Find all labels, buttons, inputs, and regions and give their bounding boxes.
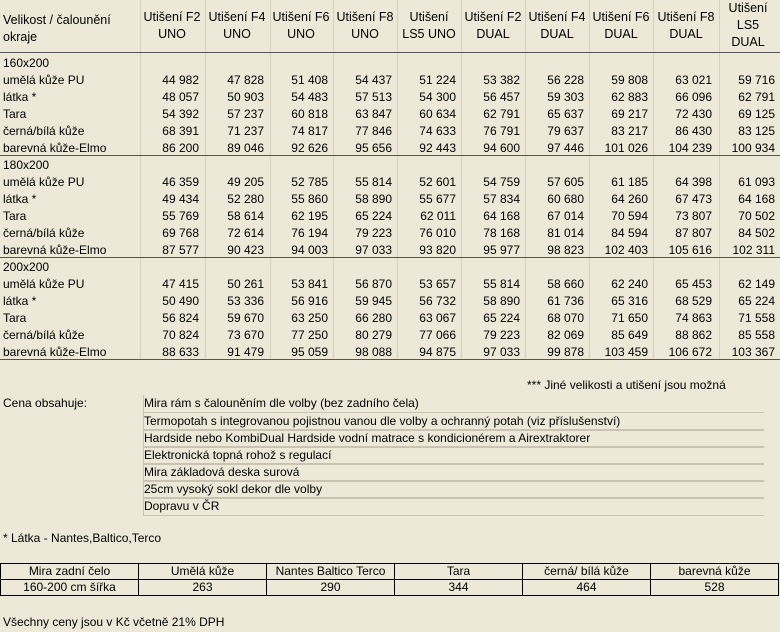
price-cell: 57 237 (227, 107, 264, 121)
price-cell: 80 279 (355, 328, 392, 342)
price-cell: 61 185 (611, 175, 648, 189)
price-cell: 59 303 (547, 90, 584, 104)
price-cell: 55 677 (419, 192, 456, 206)
price-row (0, 106, 780, 123)
price-cell: 57 513 (355, 90, 392, 104)
price-row (0, 140, 780, 157)
column-header (460, 9, 526, 43)
price-cell: 58 614 (227, 209, 264, 223)
price-cell: 81 014 (547, 226, 584, 240)
price-cell: 69 217 (611, 107, 648, 121)
price-cell: 103 459 (604, 345, 648, 359)
price-cell: 60 818 (291, 107, 328, 121)
price-row (0, 191, 780, 208)
included-item-text: Dopravu v ČR (144, 499, 220, 513)
price-cell: 65 316 (611, 294, 648, 308)
price-cell: 70 594 (611, 209, 648, 223)
price-cell: 79 637 (547, 124, 584, 138)
price-row (0, 327, 780, 344)
price-cell: 84 502 (738, 226, 775, 240)
price-cell: 53 336 (227, 294, 264, 308)
price-cell: 101 026 (604, 141, 648, 155)
mira-price: 464 (523, 580, 651, 596)
price-cell: 83 217 (611, 124, 648, 138)
price-cell: 97 446 (547, 141, 584, 155)
price-cell: 51 224 (419, 73, 456, 87)
price-cell: 102 311 (732, 243, 775, 257)
upholstery-label: umělá kůže PU (3, 277, 85, 291)
price-cell: 65 453 (675, 277, 712, 291)
price-row (0, 242, 780, 259)
price-cell: 52 785 (291, 175, 328, 189)
price-cell: 74 817 (291, 124, 328, 138)
price-cell: 62 195 (291, 209, 328, 223)
price-cell: 60 680 (547, 192, 584, 206)
column-header-line: UNO (223, 27, 251, 41)
price-cell: 77 250 (291, 328, 328, 342)
column-header (588, 9, 654, 43)
price-cell: 86 430 (675, 124, 712, 138)
price-cell: 47 828 (227, 73, 264, 87)
price-cell: 57 605 (547, 175, 584, 189)
price-cell: 64 168 (738, 192, 775, 206)
column-header-line: Utišení F2 (464, 10, 522, 24)
price-cell: 104 239 (668, 141, 712, 155)
mira-col-header: černá/ bílá kůže (523, 564, 651, 580)
column-header (524, 9, 590, 43)
column-header-line: DUAL (669, 27, 703, 41)
mira-col-header: Nantes Baltico Terco (267, 564, 395, 580)
price-cell: 86 200 (162, 141, 199, 155)
price-cell: 65 224 (738, 294, 775, 308)
upholstery-label: umělá kůže PU (3, 73, 85, 87)
price-cell: 52 601 (419, 175, 456, 189)
upholstery-label: Tara (3, 107, 27, 121)
price-cell: 82 069 (547, 328, 584, 342)
included-item-text: Mira základová deska surová (144, 465, 300, 479)
price-cell: 87 807 (675, 226, 712, 240)
price-cell: 56 457 (483, 90, 520, 104)
column-header-line: Utišení F4 (208, 10, 266, 24)
column-header-line: Utišení (409, 10, 449, 24)
price-cell: 94 003 (291, 243, 328, 257)
price-row (0, 174, 780, 191)
price-cell: 61 736 (547, 294, 584, 308)
price-cell: 97 033 (483, 345, 520, 359)
upholstery-label: látka * (3, 192, 37, 206)
price-cell: 62 883 (611, 90, 648, 104)
upholstery-label: černá/bílá kůže (3, 124, 85, 138)
price-row (0, 123, 780, 140)
price-cell: 68 529 (675, 294, 712, 308)
price-cell: 62 149 (738, 277, 775, 291)
included-item (143, 497, 764, 516)
price-cell: 51 408 (291, 73, 328, 87)
fabric-footnote: * Látka - Nantes,Baltico,Terco (3, 531, 162, 545)
price-cell: 62 240 (611, 277, 648, 291)
price-cell: 91 479 (227, 345, 264, 359)
price-row (0, 310, 780, 327)
price-cell: 54 392 (162, 107, 199, 121)
price-cell: 53 657 (419, 277, 456, 291)
price-cell: 89 046 (227, 141, 264, 155)
column-header (204, 9, 270, 43)
mira-header-row (1, 564, 779, 580)
price-cell: 64 260 (611, 192, 648, 206)
price-cell: 61 093 (738, 175, 775, 189)
mira-col-header: barevná kůže (651, 564, 779, 580)
price-cell: 58 890 (355, 192, 392, 206)
column-header-line: DUAL (604, 27, 638, 41)
price-cell: 99 878 (547, 345, 584, 359)
price-cell: 54 300 (419, 90, 456, 104)
price-cell: 62 791 (483, 107, 520, 121)
price-cell: 65 637 (547, 107, 584, 121)
price-cell: 59 945 (355, 294, 392, 308)
price-cell: 94 600 (483, 141, 520, 155)
price-cell: 106 672 (668, 345, 712, 359)
price-cell: 69 125 (738, 107, 775, 121)
price-row (0, 208, 780, 225)
price-cell: 95 977 (483, 243, 520, 257)
price-cell: 66 096 (675, 90, 712, 104)
included-item (143, 395, 764, 413)
header-size-label (3, 12, 111, 46)
price-row (0, 293, 780, 310)
price-cell: 83 125 (738, 124, 775, 138)
price-cell: 85 558 (738, 328, 775, 342)
price-cell: 65 224 (483, 311, 520, 325)
price-cell: 67 014 (547, 209, 584, 223)
price-cell: 74 863 (675, 311, 712, 325)
price-row (0, 72, 780, 89)
upholstery-label: barevná kůže-Elmo (3, 141, 107, 155)
upholstery-label: barevná kůže-Elmo (3, 345, 107, 359)
mira-col-header: Umělá kůže (139, 564, 267, 580)
price-cell: 57 834 (483, 192, 520, 206)
price-cell: 53 382 (483, 73, 520, 87)
size-group-heading (0, 259, 780, 276)
price-cell: 98 088 (355, 345, 392, 359)
column-header-line: UNO (158, 27, 186, 41)
price-cell: 105 616 (668, 243, 712, 257)
price-cell: 59 716 (738, 73, 775, 87)
price-cell: 64 398 (675, 175, 712, 189)
price-cell: 84 594 (611, 226, 648, 240)
upholstery-label: Tara (3, 209, 27, 223)
price-cell: 73 807 (675, 209, 712, 223)
size-group-heading (0, 55, 780, 72)
mira-price: 290 (267, 580, 395, 596)
price-cell: 62 011 (420, 209, 456, 223)
price-cell: 98 823 (547, 243, 584, 257)
column-header (715, 0, 780, 51)
price-cell: 88 633 (162, 345, 199, 359)
price-cell: 73 670 (227, 328, 264, 342)
upholstery-label: látka * (3, 294, 37, 308)
price-cell: 100 934 (731, 141, 775, 155)
price-cell: 54 483 (291, 90, 328, 104)
price-cell: 55 769 (162, 209, 199, 223)
size-label: 180x200 (3, 158, 50, 172)
price-cell: 63 021 (675, 73, 712, 87)
price-cell: 55 814 (483, 277, 520, 291)
price-cell: 65 224 (355, 209, 392, 223)
included-item-text: Termopotah s integrovanou pojistnou vanou dle volby a ochranný potah (viz příslušenství) (144, 414, 621, 428)
price-cell: 68 070 (547, 311, 584, 325)
size-group-heading (0, 157, 780, 174)
column-header-line: Utišení F2 (143, 10, 201, 24)
price-cell: 68 391 (162, 124, 199, 138)
header-size-label-line: Velikost / čalounění (3, 13, 111, 27)
mira-col-header: Tara (395, 564, 523, 580)
column-header-line: DUAL (476, 27, 510, 41)
price-cell: 102 403 (604, 243, 648, 257)
column-header (139, 9, 205, 43)
size-label: 160x200 (3, 56, 50, 70)
column-header (332, 9, 398, 43)
price-cell: 69 768 (162, 226, 199, 240)
column-header-line: Utišení F6 (592, 10, 650, 24)
price-cell: 76 194 (291, 226, 328, 240)
column-header-line: Utišení F8 (657, 10, 715, 24)
price-cell: 59 670 (227, 311, 264, 325)
price-cell: 56 732 (419, 294, 456, 308)
price-cell: 49 434 (162, 192, 199, 206)
price-cell: 87 577 (162, 243, 199, 257)
price-cell: 79 223 (483, 328, 520, 342)
price-cell: 63 250 (291, 311, 328, 325)
price-cell: 79 223 (355, 226, 392, 240)
price-cell: 70 502 (738, 209, 775, 223)
price-cell: 88 862 (675, 328, 712, 342)
price-cell: 62 791 (738, 90, 775, 104)
price-row (0, 276, 780, 293)
price-cell: 78 168 (483, 226, 520, 240)
price-cell: 71 558 (738, 311, 775, 325)
price-cell: 92 443 (419, 141, 456, 155)
vat-note: Všechny ceny jsou v Kč včetně 21% DPH (3, 615, 225, 629)
column-header-line: Utišení F6 (272, 10, 330, 24)
mira-headboard-table (0, 563, 779, 596)
price-cell: 95 656 (355, 141, 392, 155)
price-cell: 76 791 (483, 124, 520, 138)
price-cell: 74 633 (419, 124, 456, 138)
price-row (0, 89, 780, 106)
mira-value-row (1, 580, 779, 596)
column-header (653, 9, 719, 43)
upholstery-label: umělá kůže PU (3, 175, 85, 189)
price-cell: 77 846 (355, 124, 392, 138)
price-cell: 85 649 (611, 328, 648, 342)
price-cell: 63 847 (355, 107, 392, 121)
price-cell: 66 280 (355, 311, 392, 325)
price-cell: 44 982 (162, 73, 199, 87)
section-divider (0, 52, 780, 53)
column-header (396, 9, 462, 43)
upholstery-label: Tara (3, 311, 27, 325)
price-cell: 55 860 (291, 192, 328, 206)
included-item-text: Hardside nebo KombiDual Hardside vodní matrace s kondicionérem a Airextraktorer (144, 431, 591, 445)
price-cell: 64 168 (483, 209, 520, 223)
price-cell: 50 490 (162, 294, 199, 308)
column-header-line: LS5 UNO (402, 27, 456, 41)
price-cell: 93 820 (419, 243, 456, 257)
price-cell: 72 614 (227, 226, 264, 240)
upholstery-label: barevná kůže-Elmo (3, 243, 107, 257)
price-cell: 60 634 (419, 107, 456, 121)
price-cell: 58 660 (547, 277, 584, 291)
price-cell: 72 430 (675, 107, 712, 121)
column-header-line: DUAL (731, 35, 765, 49)
included-item-text: 25cm vysoký sokl dekor dle volby (144, 482, 323, 496)
price-cell: 90 423 (227, 243, 264, 257)
price-cell: 59 808 (611, 73, 648, 87)
price-cell: 97 033 (355, 243, 392, 257)
price-row (0, 225, 780, 242)
price-cell: 46 359 (162, 175, 199, 189)
upholstery-label: látka * (3, 90, 37, 104)
column-header-line: UNO (287, 27, 315, 41)
mira-price: 263 (139, 580, 267, 596)
column-header-line: UNO (351, 27, 379, 41)
price-cell: 48 057 (162, 90, 199, 104)
price-cell: 103 367 (731, 345, 775, 359)
price-cell: 67 473 (675, 192, 712, 206)
includes-label: Cena obsahuje: (3, 396, 88, 410)
price-cell: 56 870 (355, 277, 392, 291)
price-cell: 94 875 (419, 345, 456, 359)
mira-price: 528 (651, 580, 779, 596)
column-header-line: Utišení (728, 1, 768, 15)
mira-row-label: 160-200 cm šířka (1, 580, 139, 596)
price-cell: 54 437 (355, 73, 392, 87)
price-cell: 76 010 (419, 226, 456, 240)
included-item-text: Mira rám s čalouněním dle volby (bez zadního čela) (144, 396, 419, 410)
note-other-sizes: *** Jiné velikosti a utišení jsou možná (527, 378, 726, 392)
price-cell: 50 903 (227, 90, 264, 104)
price-cell: 77 066 (419, 328, 456, 342)
price-cell: 56 228 (547, 73, 584, 87)
price-cell: 92 626 (291, 141, 328, 155)
column-header-line: DUAL (540, 27, 574, 41)
price-cell: 52 280 (227, 192, 264, 206)
header-size-label-line: okraje (3, 30, 38, 44)
size-label: 200x200 (3, 260, 50, 274)
price-cell: 54 759 (483, 175, 520, 189)
price-cell: 71 650 (611, 311, 648, 325)
mira-header-label: Mira zadní čelo (1, 564, 139, 580)
price-cell: 95 059 (291, 345, 328, 359)
column-header-line: Utišení F4 (528, 10, 586, 24)
price-cell: 55 814 (355, 175, 392, 189)
upholstery-label: černá/bílá kůže (3, 226, 85, 240)
price-cell: 49 205 (227, 175, 264, 189)
price-cell: 50 261 (227, 277, 264, 291)
included-item-text: Elektronická topná rohož s regulací (144, 448, 332, 462)
price-cell: 47 415 (162, 277, 199, 291)
price-cell: 71 237 (227, 124, 264, 138)
price-cell: 53 841 (291, 277, 328, 291)
price-cell: 58 890 (483, 294, 520, 308)
upholstery-label: černá/bílá kůže (3, 328, 85, 342)
column-header-line: LS5 (736, 18, 760, 32)
price-cell: 56 824 (162, 311, 199, 325)
price-cell: 70 824 (162, 328, 199, 342)
price-cell: 56 916 (291, 294, 328, 308)
price-cell: 63 067 (419, 311, 456, 325)
mira-price: 344 (395, 580, 523, 596)
price-row (0, 344, 780, 361)
column-header-line: Utišení F8 (336, 10, 394, 24)
column-header (268, 9, 334, 43)
